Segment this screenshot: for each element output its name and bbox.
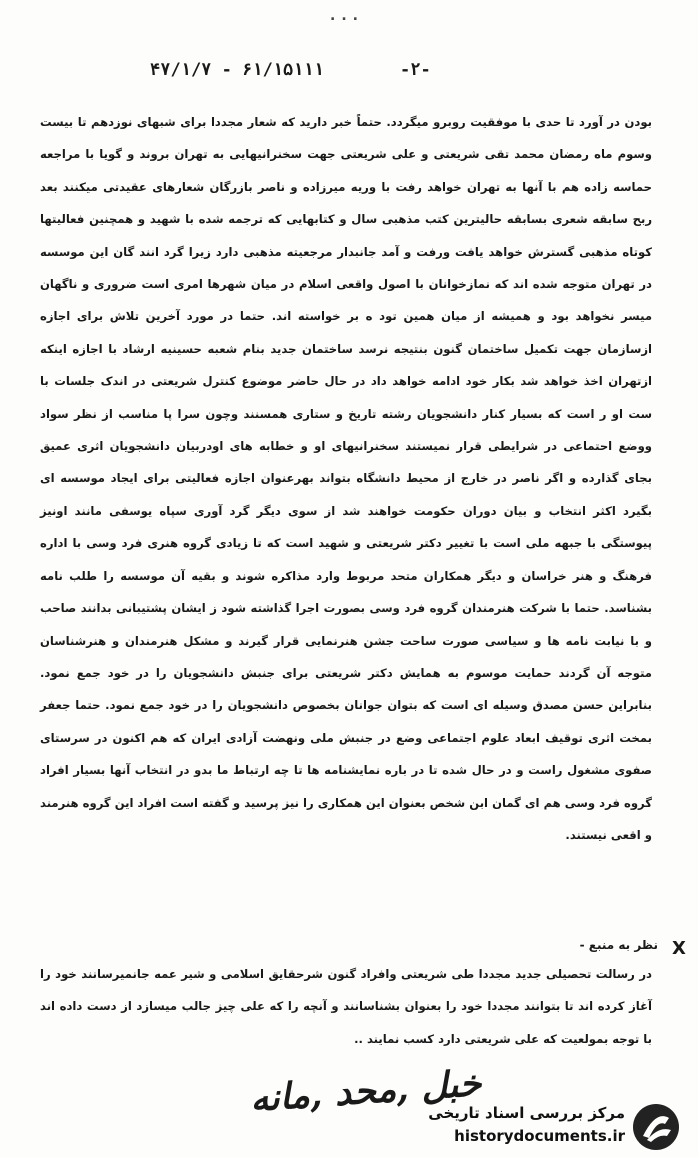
paragraph-2: در رسالت تحصیلی جدید مجددا طی شریعتی وافراد گنون شرحقایق اسلامی و شیر عمه جانمیرسانند خود را آغاز کرده اند تا بتوانند مجددا خود را بعنوان بشناسانند و آنچه را که علی چیز جالب میسازد از دست داده اند با توجه بمولعیت که علی شریعتی دارد کسب نمایند .. [40,967,652,1046]
archive-url: historydocuments.ir [454,1127,625,1145]
source-heading: نظر به منبع - [579,938,658,952]
paragraph-1: بودن در آورد تا حدی با موفقیت روبرو میگردد. حتماً خبر دارید که شعار مجددا برای شبهای نوزدهم تا بیست وسوم ماه رمضان محمد تقی شریعتی و علی شریعتی جهت سخنرانیهایی به تهران بروند و گویا با مراجعه حماسه زاده هم با آنها به تهران خواهد رفت با وریه میرزاده و ناصر بازرگان شعارهای عقیدتی میکنند بعد ربح سابقه شعری بسابقه حالیترین کتب مذهبی سال و کتابهایی که ترجمه شده با شهید و همچنین فعالیتها کوتاه مذهبی گسترش خواهد یافت ورفت و آمد جانبدار مرجعیته مذهبی دارد زیرا گرد انند گان این موسسه در تهران متوجه شده اند که نمازخوانان با اصول واقعی اسلام در میان شهرها امری است ضروری و ناگهان میسر نخواهد بود و همیشه از میان همین تود ه بر خواسته اند. حتما در مورد آخرین تلاش برای اجازه ازسازمان جهت تکمیل ساختمان گنون بنتیجه نرسد ساختمان جدید بنام شعبه حسینیه ارشاد با اجازه اینکه ازتهران اخذ خواهد شد بکار خود ادامه خواهد داد در حال حاضر موضوع کنترل شریعتی در اندک جلسات با ست او ر است که بسیار کنار دانشجویان رشته تاریخ و ستاری همسنند وچون سرا پا مناسب از نظر سواد ووضع احتماعی در شرایطی قرار نمیستند سخنرانیهای او و خطابه های اودربیان دانشجویان اثری عمیق بجای گذارده و اگر ناصر در خارج از محیط دانشگاه بتواند بهرعنوان اجازه فعالیتی برای ایجاد موسسه ای بگیرد اکثر انتخاب و بیان دوران حکومت خواهند شد از سوی دیگر گرد آوری سپاه یوسفی مانند اونیز پیوستگی با جبهه ملی است با تغییر دکتر شریعتی و شهید است که تا زیادی گروه هنری فرد وسی با اداره فرهنگ و هنر خراسان و دیگر همکاران متحد مربوط وارد مذاکره شوند و بقیه آن موسسه را طلب نامه بشناسد. حتما با شرکت هنرمندان گروه فرد وسی بصورت اجرا گذاشته شود ز ایشان پشتیبانی بدانند صاحب و با نیابت نامه ها و سیاسی صورت ساحت جشن هنرنمایی قرار گیرند و مشکل هنرمندان و هنرشناسان متوجه آن گردند حمایت موسوم به همایش دکتر شریعتی برای جنبش دانشجویان را در خود جمع نمود. بنابراین حسن مصدق وسیله ای است که بتوان جوانان بخصوص دانشجویان را در خود جمع نمود. حتما جعفر بمخت اثری توقیف ابعاد علوم اجتماعی وضع در جنبش ملی ونهضت آزادی ایران که هم اکنون در سرستای صفوی مشغول راست و در حال شده تا در باره نمایشنامه ها تا چه ارتباط ما بدو در انتخاب آنها بسیار افراد گروه فرد وسی هم ای گمان ابن شخص بعنوان این همکاری را نیز پرسید و گفته است افراد این گروه هنرمند و اقعی نیستند. [40,115,652,842]
page-number: -۲- [400,60,431,80]
body-text-2 [40,958,652,1055]
handwritten-signature: خبل ,محد ,مانه [248,1061,483,1121]
archive-watermark [410,1100,685,1152]
archive-title: مرکز بررسی اسناد تاریخی [428,1104,625,1122]
document-number: ۴۷/۱/۷ - ۶۱/۱۵۱۱۱ [150,60,324,80]
archive-logo-icon [631,1102,681,1152]
top-mark: ... [330,8,364,24]
body-text [40,106,652,851]
margin-x-mark: X [672,938,686,959]
